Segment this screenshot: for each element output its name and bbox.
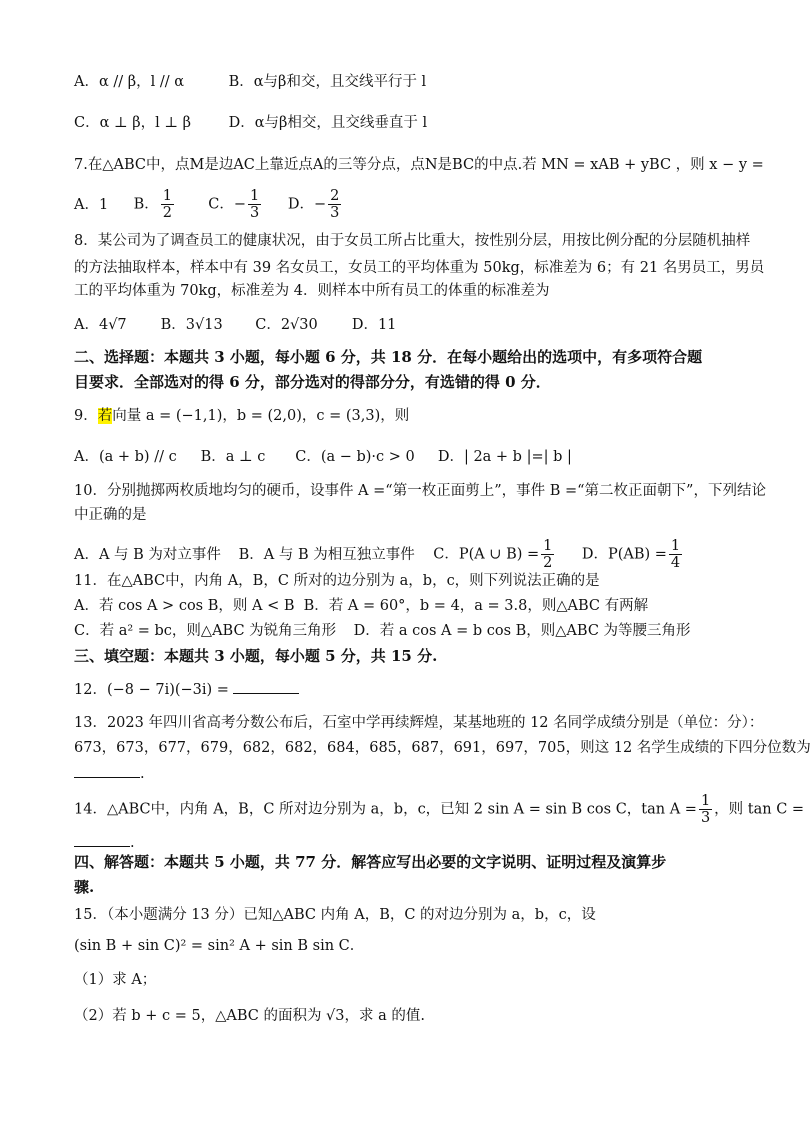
q8-option-a: A．4√7 <box>74 317 127 333</box>
q7-option-c: C．− $\frac{1}{3}$ <box>208 188 260 221</box>
answer-blank <box>74 832 130 847</box>
q10-options <box>74 538 684 571</box>
answer-blank <box>74 763 140 778</box>
section4-heading-line-1: 四、解答题：本题共 5 小题，共 77 分．解答应写出必要的文字说明、证明过程及演算步 <box>74 853 667 871</box>
q10-option-d: D．P(AB) = $\frac{1}{4}$ <box>581 538 681 571</box>
q7-option-b: B． $\frac{1}{2}$ <box>133 188 172 221</box>
q8-line-3: 工的平均体重为 70kg，标准差为 4．则样本中所有员工的体重的标准差为 <box>74 283 550 299</box>
q9-option-c: C．(a − b)·c > 0 <box>295 449 415 465</box>
answer-blank <box>233 679 299 694</box>
q6-option-row-1 <box>74 72 426 92</box>
q6-option-row-2 <box>74 113 427 133</box>
q7-stem: 7.在△ABC中，点M是边AC上靠近点A的三等分点，点N是BC的中点.若 MN = xAB + yBC ，则 x − y = <box>74 157 764 173</box>
q9-option-b: B．a ⊥ c <box>200 449 266 465</box>
q8-line-2: 的方法抽取样本，样本中有 39 名女员工，女员工的平均体重为 50kg，标准差为 6；有 21 名男员工，男员 <box>74 260 765 276</box>
q15-line-1: 15．（本小题满分 13 分）已知△ABC 内角 A，B，C 的对边分别为 a，b，c，设 <box>74 907 596 923</box>
section2-heading-line-2: 目要求．全部选对的得 6 分，部分选对的得部分分，有选错的得 0 分． <box>74 373 551 391</box>
q13-line-3: . <box>74 763 145 784</box>
q12: 12．(−8 − 7i)(−3i) = <box>74 679 299 700</box>
q13-line-2: 673，673，677，679，682，682，684，685，687，691，697，705，则这 12 名学生成绩的下四分位数为 <box>74 740 811 756</box>
q15-part-2: （2）若 b + c = 5，△ABC 的面积为 √3，求 a 的值. <box>74 1008 425 1024</box>
q10-option-b: B．A 与 B 为相互独立事件 <box>238 546 415 563</box>
highlight-mark: 若 <box>97 408 113 424</box>
q7-options <box>74 188 343 221</box>
q7-option-a: A．1 <box>74 196 109 213</box>
q14-stem: 14．△ABC中，内角 A，B，C 所对边分别为 a，b，c，已知 2 sin A = sin B cos C，tan A = $\frac{1}{3}$ ，则 tan C = <box>74 793 805 826</box>
q8-option-c: C．2√30 <box>255 317 318 333</box>
q11-options-row-2 <box>74 621 691 641</box>
q7-option-d: D．− $\frac{2}{3}$ <box>287 188 340 221</box>
q15-part-1: （1）求 A； <box>74 972 157 988</box>
section2-heading-line-1: 二、选择题：本题共 3 小题，每小题 6 分，共 18 分．在每小题给出的选项中，有多项符合题 <box>74 348 703 366</box>
section3-heading: 三、填空题：本题共 3 小题，每小题 5 分，共 15 分. <box>74 647 438 665</box>
q11-option-d: D．若 a cos A = b cos B，则△ABC 为等腰三角形 <box>353 623 691 639</box>
q9-stem: 9．若向量 a = (−1,1)，b = (2,0)，c = (3,3)，则 <box>74 408 410 424</box>
section4-heading-line-2: 骤. <box>74 878 95 896</box>
q11-option-b: B．若 A = 60°，b = 4，a = 3.8，则△ABC 有两解 <box>303 598 649 614</box>
q6-option-b: B．α与β和交，且交线平行于 l <box>228 74 427 90</box>
q13-line-1: 13．2023 年四川省高考分数公布后，石室中学再续辉煌，某基地班的 12 名同学成绩分别是（单位：分）： <box>74 715 764 731</box>
q11-option-c: C．若 a² = bc，则△ABC 为锐角三角形 <box>74 623 337 639</box>
q8-line-1: 8．某公司为了调查员工的健康状况，由于女员工所占比重大，按性别分层，用按比例分配的分层随机抽样 <box>74 233 751 249</box>
q11-options-row-1 <box>74 596 648 616</box>
q10-option-c: C．P(A ∪ B) = $\frac{1}{2}$ <box>433 538 553 571</box>
q9-option-d: D．| 2a + b |=| b | <box>437 449 572 465</box>
q6-option-a: A．α // β，l // α <box>74 74 185 90</box>
q10-option-a: A．A 与 B 为对立事件 <box>74 546 221 563</box>
q9-options <box>74 447 572 467</box>
q8-option-b: B．3√13 <box>160 317 223 333</box>
q10-line-1: 10．分别抛掷两枚质地均匀的硬币，设事件 A =“第一枚正面剪上”，事件 B =“第二枚正面朝下”，下列结论 <box>74 483 766 499</box>
q11-option-a: A．若 cos A > cos B，则 A < B <box>74 598 295 614</box>
q10-line-2: 中正确的是 <box>74 507 147 523</box>
q8-options <box>74 315 396 335</box>
q11-stem: 11．在△ABC中，内角 A，B，C 所对的边分别为 a，b，c，则下列说法正确的是 <box>74 573 600 589</box>
q8-option-d: D．11 <box>351 317 397 333</box>
q9-option-a: A．(a + b) // c <box>74 449 177 465</box>
q15-line-2: (sin B + sin C)² = sin² A + sin B sin C． <box>74 938 365 954</box>
q14-line-2: . <box>74 832 135 853</box>
q6-option-d: D．α与β相交，且交线垂直于 l <box>228 115 428 131</box>
q6-option-c: C．α ⊥ β，l ⊥ β <box>74 115 191 131</box>
